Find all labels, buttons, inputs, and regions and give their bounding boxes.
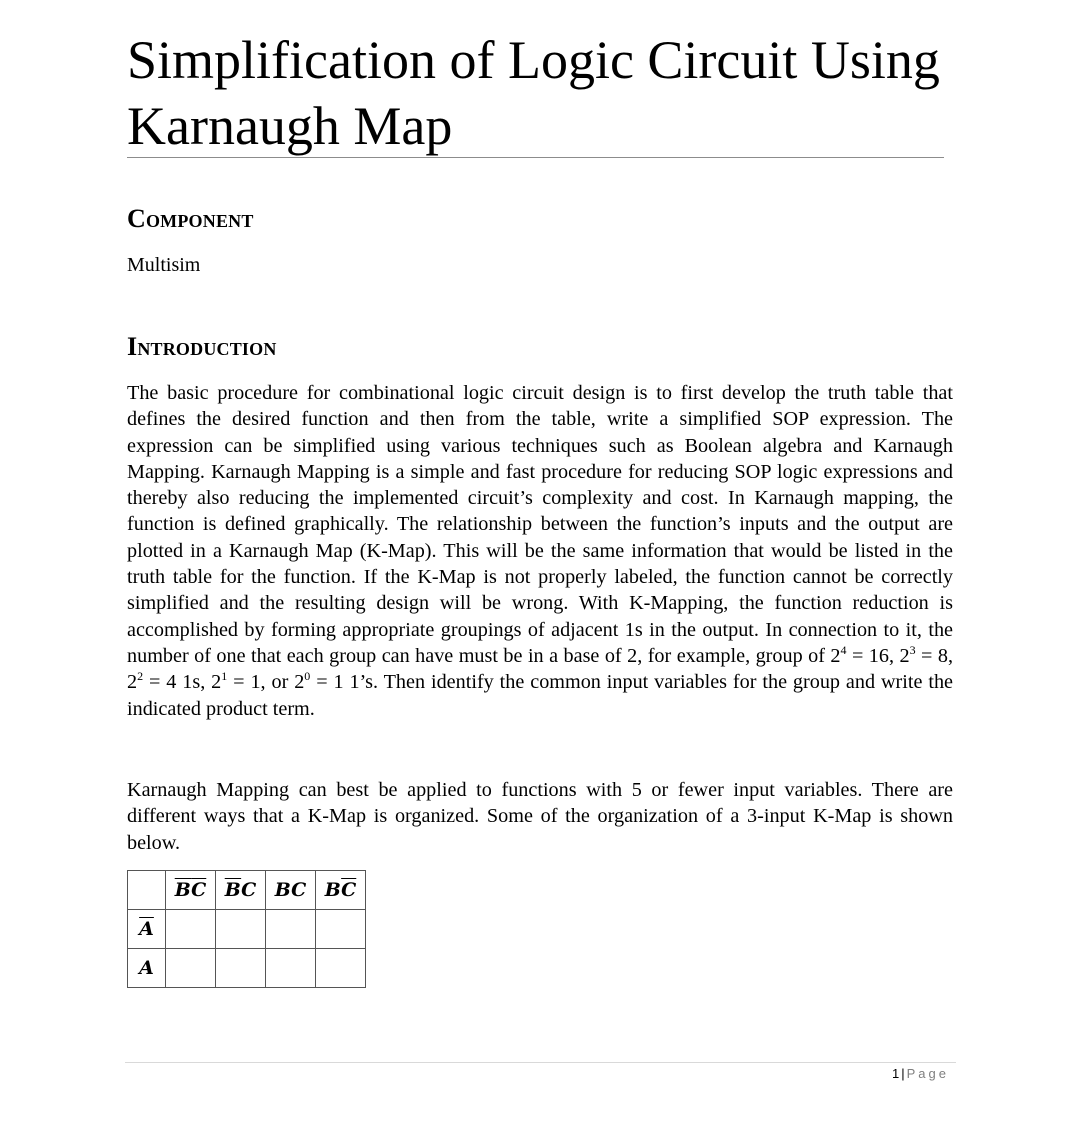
kmap-cell — [266, 949, 316, 988]
exponent: 2 — [137, 669, 144, 684]
component-text: Multisim — [127, 254, 201, 276]
exponent: 3 — [909, 642, 916, 657]
introduction-heading: Introduction — [127, 332, 277, 361]
page-word: Page — [906, 1066, 949, 1081]
kmap-cell — [216, 949, 266, 988]
title-underline — [127, 157, 944, 158]
kmap-row-header — [128, 910, 166, 949]
page-number: 1 — [892, 1066, 900, 1081]
kmap-variable: $\overline{A}$ — [139, 918, 154, 940]
intro-text: = 8, 2 — [127, 644, 953, 694]
exponent: 0 — [304, 669, 311, 684]
kmap-row — [128, 910, 366, 949]
intro-text: The basic procedure for combinational logic circuit design is to first develop the truth table that defines the desired function and then from the table, write a simplified SOP expression. The expression can be simplified using various techniques such as Boolean algebra and Karnaugh Mapping. Karnaugh Mapping is a simple and fast procedure for reducing SOP logic expressions and thereby also reducing the implemented circuit’s complexity and cost. In Karnaugh mapping, the function is defined graphically. The relationship between the function’s inputs and the output are plotted in a Karnaugh Map (K-Map). This will be the same information that would be listed in the truth table for the function. If the K-Map is not properly labeled, the function cannot be correctly simplified and the resulting design will be wrong. With K-Mapping, the function reduction is accomplished by forming appropriate groupings of adjacent 1s in the output. In connection to it, the number of one that each group can have must be in a base of 2, for example, group of 2 — [127, 382, 953, 667]
kmap-variable: $\overline{C}$ — [191, 879, 207, 901]
kmap-cell — [316, 910, 366, 949]
kmap-header-row — [128, 871, 366, 910]
kmap-variable: B — [274, 879, 292, 901]
exponent: 4 — [840, 642, 847, 657]
kmap-row-header — [128, 949, 166, 988]
kmap-variable: A — [139, 957, 154, 979]
kmap-cell — [266, 910, 316, 949]
kmap-variable: $\overline{C}$ — [341, 879, 357, 901]
kmap-variable: $\overline{B}$ — [174, 879, 192, 901]
kmap-column-header — [166, 871, 216, 910]
intro-text: = 1 1’s. Then identify the common input variables for the group and write the indicated product term. — [127, 671, 954, 720]
kmap-column-header — [216, 871, 266, 910]
component-heading: Component — [127, 204, 254, 233]
intro-text: = 16, 2 — [846, 644, 910, 667]
kmap-variable: C — [291, 879, 307, 901]
kmap-column-header — [316, 871, 366, 910]
kmap-cell — [216, 910, 266, 949]
kmap-row — [128, 949, 366, 988]
footer-separator: | — [901, 1066, 905, 1081]
page-footer — [892, 1066, 949, 1081]
intro-text: = 4 1s, 2 — [143, 671, 222, 694]
kmap-column-header — [266, 871, 316, 910]
kmap-cell — [316, 949, 366, 988]
kmap-variable: $\overline{B}$ — [224, 879, 242, 901]
karnaugh-map-table — [127, 870, 366, 988]
introduction-paragraph-2: Karnaugh Mapping can best be applied to functions with 5 or fewer input variables. There are different ways that a K-Map is organized. Some of the organization of a 3-input K-Map is shown below. — [127, 779, 953, 854]
intro-text: = 1, or 2 — [227, 671, 305, 694]
kmap-cell — [166, 949, 216, 988]
document-title: Simplification of Logic Circuit Using Karnaugh Map — [127, 30, 940, 156]
kmap-corner-cell — [128, 871, 166, 910]
footer-rule — [125, 1062, 956, 1063]
introduction-paragraph-1 — [127, 380, 953, 722]
kmap-cell — [166, 910, 216, 949]
kmap-variable: C — [241, 879, 257, 901]
kmap-variable: B — [324, 879, 342, 901]
exponent: 1 — [221, 669, 228, 684]
